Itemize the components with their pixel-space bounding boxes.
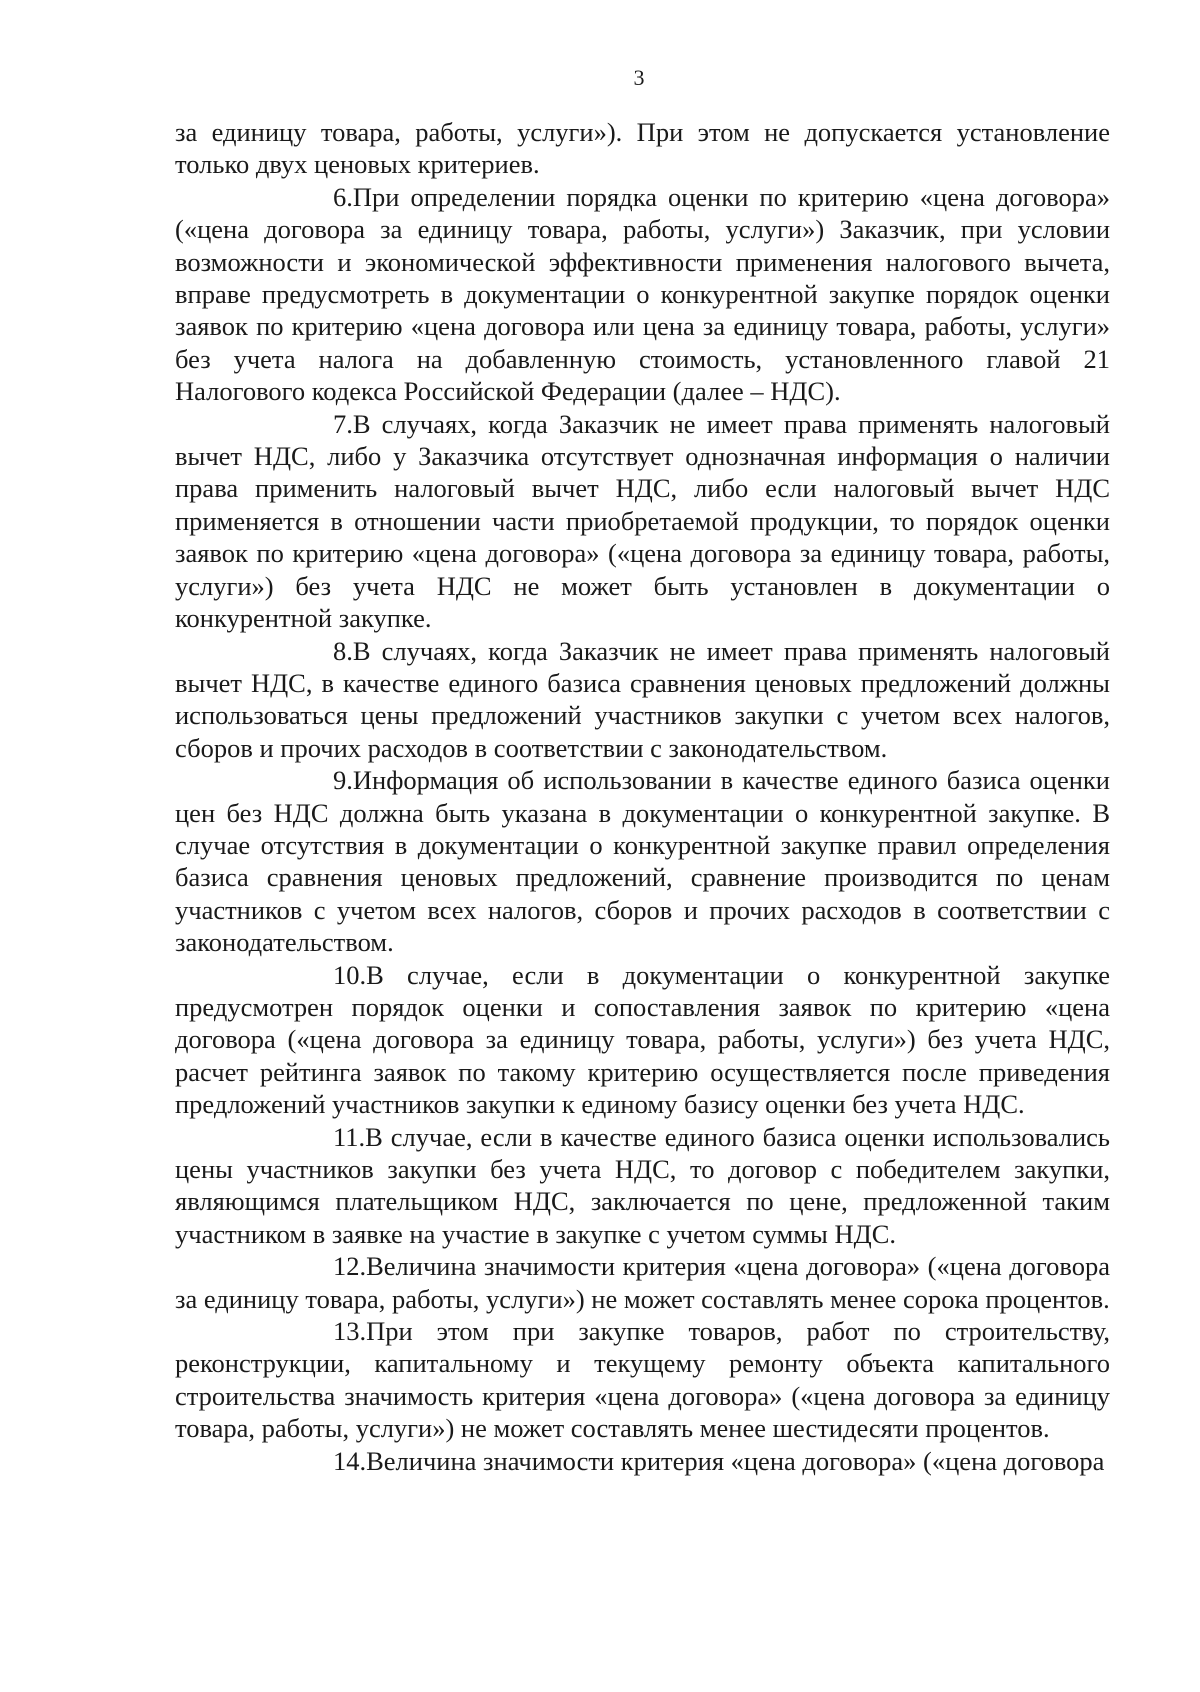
paragraph-number: 12. [333, 1251, 367, 1282]
paragraph-text: В случаях, когда Заказчик не имеет права применять налоговый вычет НДС, в качестве единого базиса сравнения ценовых предложений должны использоваться цены предложений участников закупки с учетом всех налогов, сборов и прочих расходов в соответствии с законодательством. [175, 635, 1110, 763]
paragraph-number: 7. [333, 408, 353, 439]
paragraph-14 [175, 1445, 1110, 1477]
paragraph-continuation [175, 116, 1110, 181]
paragraph-text: Величина значимости критерия «цена договора» («цена договора за единицу товара, работы, услуги») не может составлять менее сорока процентов. [175, 1251, 1110, 1314]
paragraph-9 [175, 764, 1110, 958]
paragraph-text: В случае, если в качестве единого базиса оценки использовались цены участников закупки без учета НДС, то договор с победителем закупки, являющимся плательщиком НДС, заключается по цене, предложенной таким участником в заявке на участие в закупке с учетом суммы НДС. [175, 1121, 1110, 1249]
paragraph-text: В случаях, когда Заказчик не имеет права применять налоговый вычет НДС, либо у Заказчика отсутствует однозначная информация о наличии права применить налоговый вычет НДС, либо если налоговый вычет НДС применяется в отношении части приобретаемой продукции, то порядок оценки заявок по критерию «цена договора» («цена договора за единицу товара, работы, услуги») без учета НДС не может быть установлен в документации о конкурентной закупке. [175, 408, 1110, 634]
paragraph-13 [175, 1315, 1110, 1445]
paragraph-number: 11. [333, 1121, 366, 1152]
paragraph-number: 8. [333, 635, 353, 666]
page-number: 3 [633, 65, 645, 90]
paragraph-6 [175, 181, 1110, 408]
paragraph-7 [175, 408, 1110, 635]
paragraph-text: При этом при закупке товаров, работ по строительству, реконструкции, капитальному и текущему ремонту объекта капитального строительства значимость критерия «цена договора» («цена договора за единицу товара, работы, услуги») не может составлять менее шестидесяти процентов. [175, 1316, 1110, 1444]
paragraph-number: 9. [333, 765, 353, 796]
paragraph-text: Информация об использовании в качестве единого базиса оценки цен без НДС должна быть указана в документации о конкурентной закупке. В случае отсутствия в документации о конкурентной закупке правил определения базиса сравнения ценовых предложений, сравнение производится по ценам участников с учетом всех налогов, сборов и прочих расходов в соответствии с законодательством. [175, 765, 1110, 958]
paragraph-number: 6. [333, 181, 353, 212]
paragraph-8 [175, 635, 1110, 765]
paragraph-text: В случае, если в документации о конкурентной закупке предусмотрен порядок оценки и сопоставления заявок по критерию «цена договора («цена договора за единицу товара, работы, услуги») без учета НДС, расчет рейтинга заявок по такому критерию осуществляется после приведения предложений участников закупки к единому базису оценки без учета НДС. [175, 959, 1110, 1120]
paragraph-text: за единицу товара, работы, услуги»). При этом не допускается установление только двух ценовых критериев. [175, 117, 1110, 180]
paragraph-text: Величина значимости критерия «цена договора» («цена договора [366, 1445, 1105, 1476]
paragraph-text: При определении порядка оценки по критерию «цена договора» («цена договора за единицу товара, работы, услуги») Заказчик, при условии возможности и экономической эффективности применения налогового вычета, вправе предусмотреть в документации о конкурентной закупке порядок оценки заявок по критерию «цена договора или цена за единицу товара, работы, услуги» без учета налога на добавленную стоимость, установленного главой 21 Налогового кодекса Российской Федерации (далее – НДС). [175, 181, 1110, 407]
paragraph-10 [175, 959, 1110, 1121]
paragraph-11 [175, 1121, 1110, 1251]
paragraph-number: 14. [333, 1445, 367, 1476]
paragraph-12 [175, 1250, 1110, 1315]
document-body [175, 116, 1110, 1477]
paragraph-number: 10. [333, 959, 367, 990]
paragraph-number: 13. [333, 1316, 367, 1347]
